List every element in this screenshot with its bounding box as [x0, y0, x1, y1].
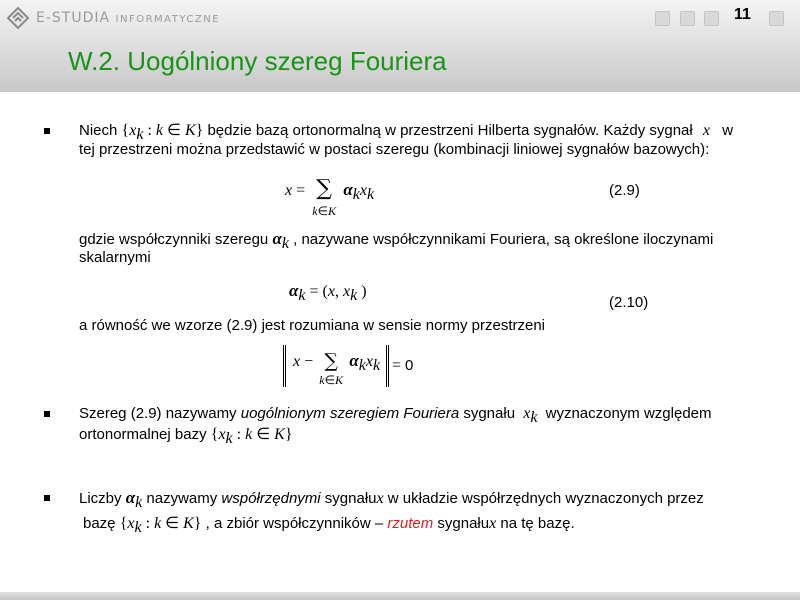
logo-subtitle: INFORMATYCZNE — [115, 14, 221, 25]
bullet-marker — [44, 495, 50, 501]
equation-number-2-9: (2.9) — [609, 182, 640, 199]
equation-norm-equals: = 0 — [392, 357, 414, 374]
logo-brand: E-STUDIA — [36, 10, 111, 26]
norm-sense-text: a równość we wzorze (2.9) jest rozumiana w sensie normy przestrzeni — [79, 317, 546, 334]
equation-norm: x − ∑ $^{k\in K}$ $\alpha_kx_k$ — [293, 350, 381, 387]
title-text: Uogólniony szereg Fouriera — [127, 46, 447, 76]
highlighted-term: rzutem — [387, 515, 434, 532]
bullet2-line2: ortonormalnej bazy {$x_k$ : k ∈ K} — [79, 426, 293, 448]
bullet-marker — [44, 128, 50, 134]
equation-2-10: $\alpha_k = (x$, $x_k$ ) — [289, 281, 367, 304]
bullet3-line2: bazę {$x_k$ : k ∈ K} , a zbiór współczynników – rzutem sygnałux na tę bazę. — [83, 515, 575, 537]
slide-number: 11 — [734, 6, 751, 23]
equation-number-2-10: (2.10) — [609, 294, 649, 311]
bullet1-line2: tej przestrzeni można przedstawić w postaci szeregu (kombinacji liniowej sygnałów bazowych): — [79, 141, 710, 158]
bullet-marker — [44, 411, 50, 417]
bullet1-line1: Niech {$x_k$ : k ∈ K} będzie bazą ortonormalną w przestrzeni Hilberta sygnałów. Każdy sygnał x w — [79, 122, 734, 144]
title-prefix: W.2. — [68, 46, 121, 76]
coefficients-line2: skalarnymi — [79, 249, 151, 266]
equation-2-9: x = ∑ $^{k\in K}$ $\alpha_kx_k$ — [285, 176, 375, 218]
basis-set: {$x_k$ : k ∈ K} — [121, 122, 204, 144]
bullet2-line1: Szereg (2.9) nazywamy uogólnionym szeregiem Fouriera sygnału $x_k$ wyznaczonym względem — [79, 405, 712, 426]
coefficients-line1: gdzie współczynniki szeregu $\alpha_k$ , nazywane współczynnikami Fouriera, są określone iloczynami — [79, 229, 714, 252]
bullet3-line1: Liczby $\alpha_k$ nazywamy współrzędnymi sygnałux w układzie współrzędnych wyznaczonych przez — [79, 488, 704, 511]
slide-footer-bar — [0, 592, 800, 600]
